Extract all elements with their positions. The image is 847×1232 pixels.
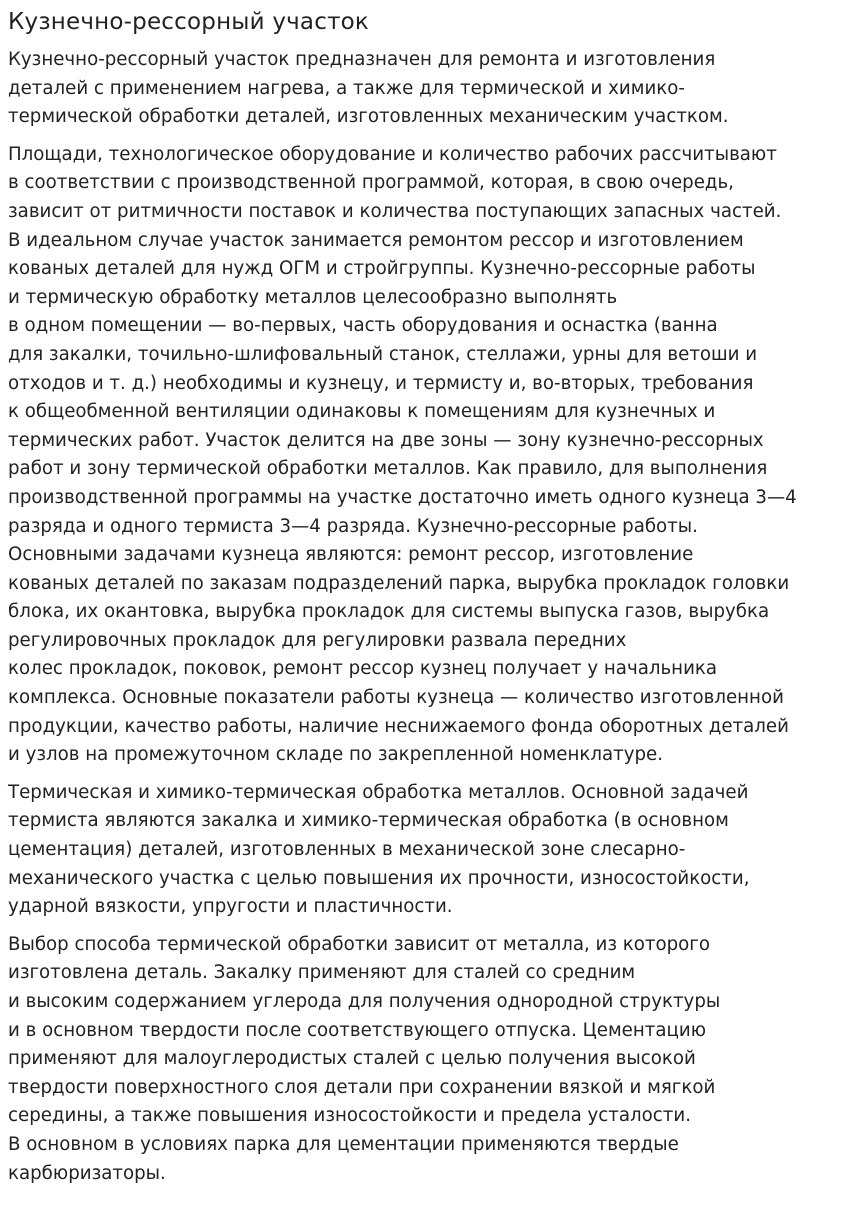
text-line: Термическая и химико-термическая обработка металлов. Основной задачей (8, 781, 749, 803)
text-line: работ и зону термической обработки металлов. Как правило, для выполнения (8, 458, 768, 480)
text-line: и в основном твердости после соответствующего отпуска. Цементацию (8, 1019, 706, 1041)
text-line: цементация) деталей, изготовленных в механической зоне слесарно- (8, 839, 686, 861)
text-line: карбюризаторы. (8, 1162, 166, 1184)
text-line: к общеобменной вентиляции одинаковы к помещениям для кузнечных и (8, 401, 716, 423)
text-line: для закалки, точильно-шлифовальный станок, стеллажи, урны для ветоши и (8, 343, 758, 365)
text-line: кованых деталей для нужд ОГМ и стройгруппы. Кузнечно-рессорные работы (8, 258, 756, 280)
text-line: в одном помещении — во-первых, часть оборудования и оснастка (ванна (8, 315, 718, 337)
text-line: середины, а также повышения износостойкости и предела усталости. (8, 1105, 691, 1127)
paragraph-thermal (8, 779, 847, 922)
text-line: в соответствии с производственной программой, которая, в свою очередь, (8, 172, 734, 194)
text-line: отходов и т. д.) необходимы и кузнецу, и термисту и, во-вторых, требования (8, 372, 754, 394)
text-line: В идеальном случае участок занимается ремонтом рессор и изготовлением (8, 229, 744, 251)
text-line: термиста являются закалка и химико-термическая обработка (в основном (8, 810, 729, 832)
text-line: зависит от ритмичности поставок и количества поступающих запасных частей. (8, 200, 782, 222)
text-line: и высоким содержанием углерода для получения однородной структуры (8, 991, 721, 1012)
text-line: комплекса. Основные показатели работы кузнеца — количество изготовленной (8, 687, 784, 709)
text-line: изготовлена деталь. Закалку применяют для сталей со средним (8, 962, 636, 984)
text-line: колес прокладок, поковок, ремонт рессор кузнец получает у начальника (8, 658, 718, 680)
text-line: продукции, качество работы, наличие неснижаемого фонда оборотных деталей (8, 715, 789, 737)
text-line: регулировочных прокладок для регулировки развала передних (8, 629, 627, 651)
text-line: ударной вязкости, упругости и пластичности. (8, 896, 453, 918)
text-line: разряда и одного термиста 3—4 разряда. Кузнечно-рессорные работы. (8, 515, 698, 537)
text-line: производственной программы на участке достаточно иметь одного кузнеца 3—4 (8, 486, 797, 508)
paragraph-organization (8, 141, 847, 770)
text-line: термических работ. Участок делится на две зоны — зону кузнечно-рессорных (8, 429, 764, 451)
text-line: Основными задачами кузнеца являются: ремонт рессор, изготовление (8, 544, 694, 566)
text-line: и узлов на промежуточном складе по закрепленной номенклатуре. (8, 744, 664, 766)
text-line: Выбор способа термической обработки зависит от металла, из которого (8, 933, 710, 955)
text-line: блока, их окантовка, вырубка прокладок для системы выпуска газов, вырубка (8, 601, 770, 623)
text-line: термической обработки деталей, изготовленных механическим участком. (8, 106, 729, 128)
text-line: и термическую обработку металлов целесообразно выполнять (8, 286, 618, 308)
paragraph-method (8, 931, 847, 1188)
page-title: Кузнечно-рессорный участок (8, 9, 370, 35)
text-line: применяют для малоуглеродистых сталей с целью получения высокой (8, 1048, 696, 1070)
paragraph-intro (8, 46, 847, 132)
text-line: кованых деталей по заказам подразделений парка, вырубка прокладок головки (8, 572, 790, 594)
text-line: Кузнечно-рессорный участок предназначен для ремонта и изготовления (8, 49, 716, 70)
text-line: твердости поверхностного слоя детали при сохранении вязкой и мягкой (8, 1076, 716, 1098)
text-line: механического участка с целью повышения их прочности, износостойкости, (8, 867, 750, 889)
text-line: деталей с применением нагрева, а также для термической и химико- (8, 77, 685, 99)
text-line: В основном в условиях парка для цементации применяются твердые (8, 1133, 679, 1155)
text-line: Площади, технологическое оборудование и количество рабочих рассчитывают (8, 143, 777, 165)
